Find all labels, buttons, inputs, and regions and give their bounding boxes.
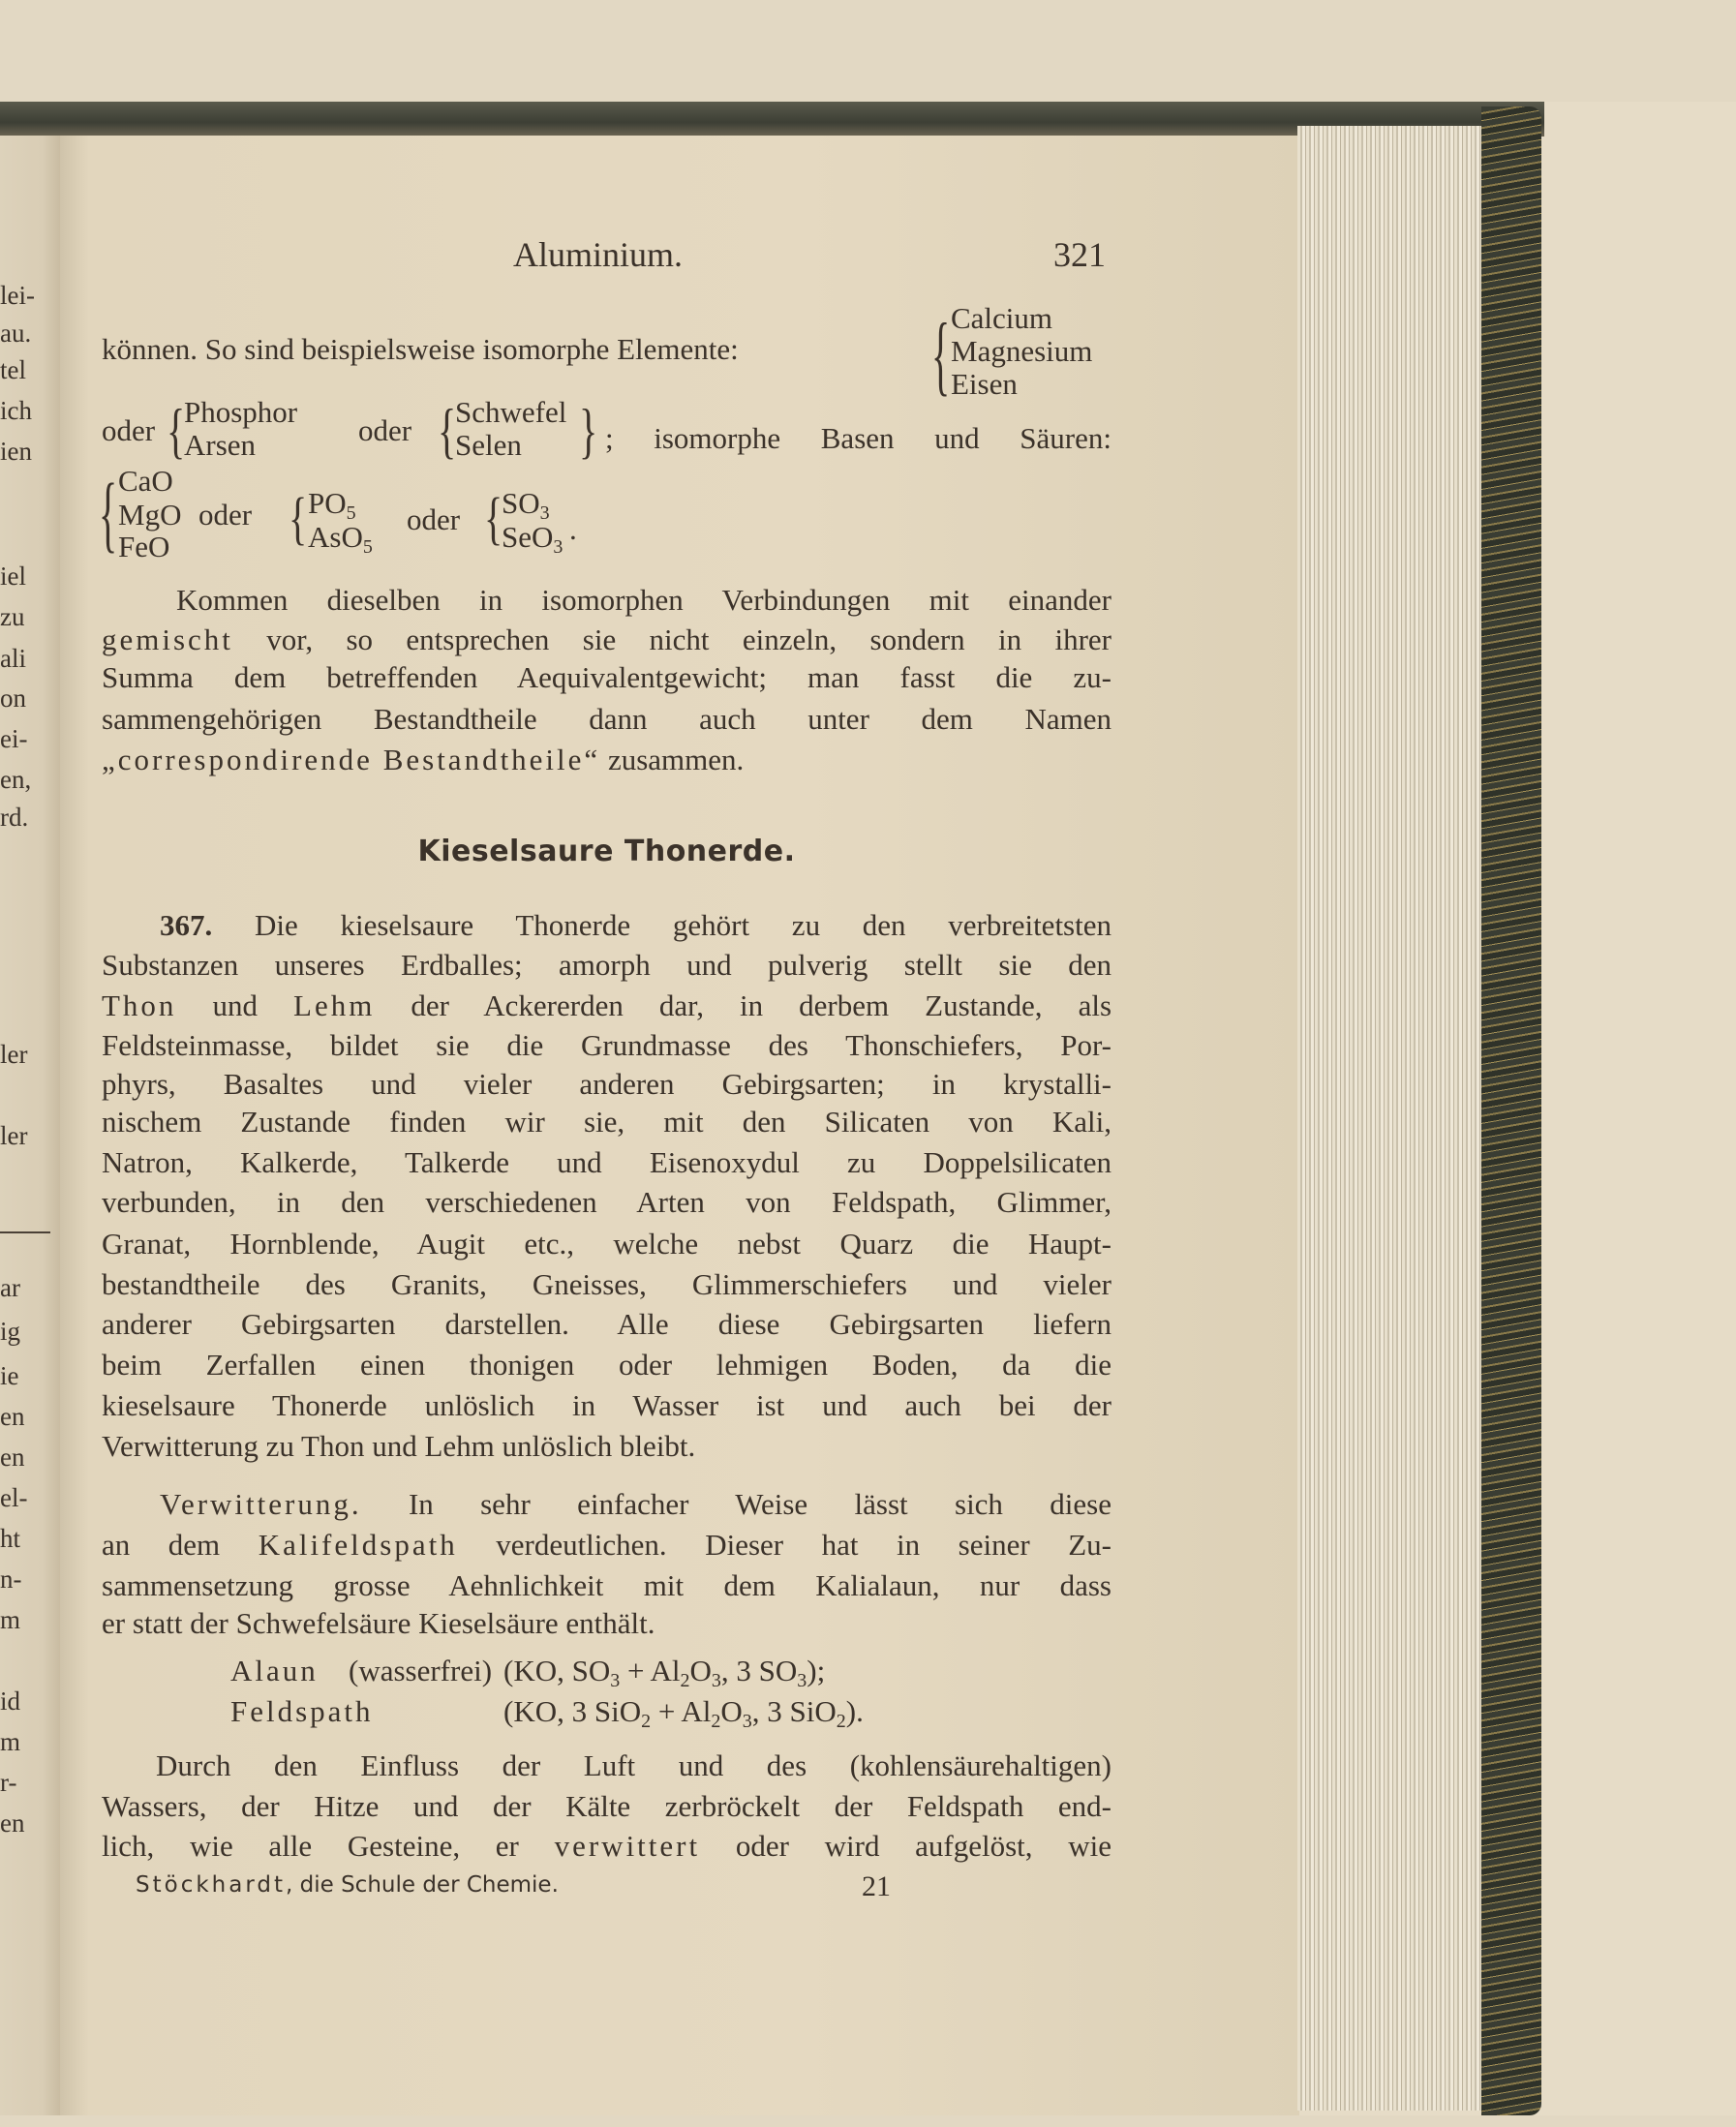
formula-feldspath	[503, 1695, 864, 1738]
text-line	[102, 1102, 1112, 1142]
intro-line-2-rest: ; isomorphe Basen und Säuren:	[605, 421, 1112, 455]
text-run: Durch den Einfluss der Luft und des (kohlensäurehaltigen)	[156, 1748, 1112, 1782]
formula-text: PO	[308, 486, 347, 520]
left-page-fragment: en	[0, 1443, 25, 1472]
text-line	[102, 1224, 1112, 1264]
left-page-fragment: tel	[0, 355, 26, 384]
text-run: phyrs, Basaltes und vieler anderen Gebirgsarten; in krystalli-	[102, 1067, 1112, 1101]
text-run: Feldsteinmasse, bildet sie die Grundmasse des Thonschiefers, Por-	[102, 1028, 1112, 1062]
text-line	[102, 1826, 1112, 1867]
period: .	[569, 512, 577, 546]
left-page-fragment: en	[0, 1402, 25, 1431]
left-page-fragment: ali	[0, 644, 26, 673]
formula-alaun	[503, 1655, 825, 1697]
acid-item	[502, 521, 563, 563]
element-item: Arsen	[184, 428, 257, 462]
left-page-fragment: ler	[0, 1121, 28, 1150]
text-run: oder wird aufgelöst, wie	[700, 1829, 1112, 1863]
text-line	[156, 1746, 1112, 1786]
intro-line-1: können. So sind beispielsweise isomorphe Elemente:	[102, 332, 739, 366]
left-page-fragment: on	[0, 684, 26, 713]
subscript: 3	[539, 502, 550, 524]
subscript: 2	[711, 1711, 721, 1732]
text-line	[102, 1264, 1112, 1305]
text-run: Kommen dieselben in isomorphen Verbindungen mit einander	[176, 583, 1112, 617]
left-page-fragment: iel	[0, 562, 26, 591]
left-page-fragment: ht	[0, 1524, 21, 1553]
left-page-fragment: m	[0, 1727, 21, 1756]
running-title: Aluminium.	[513, 235, 684, 274]
element-item: Eisen	[951, 367, 1018, 401]
text-run: , die Schule der Chemie.	[286, 1872, 559, 1898]
text-run: bestandtheile des Granits, Gneisses, Glimmerschiefers und vieler	[102, 1267, 1112, 1301]
formula-text: (KO, 3 SiO	[503, 1694, 642, 1728]
base-item: FeO	[118, 530, 170, 563]
subscript: 5	[346, 502, 356, 524]
left-page-fragment: ig	[0, 1317, 21, 1346]
subscript: 3	[797, 1670, 807, 1691]
text-run: Natron, Kalkerde, Talkerde und Eisenoxydul zu Doppelsilicaten	[102, 1145, 1112, 1179]
book-cover-edge	[1481, 106, 1541, 2115]
brace-icon: {	[167, 395, 186, 466]
formula-text: SO	[502, 486, 540, 520]
subscript: 2	[836, 1711, 846, 1732]
left-page-fragment: au.	[0, 319, 32, 348]
element-item: Schwefel	[455, 395, 567, 429]
left-page-rule	[0, 1231, 50, 1233]
text-run: nischem Zustande finden wir sie, mit den Silicaten von Kali,	[102, 1105, 1112, 1139]
text-line	[102, 1525, 1112, 1565]
spaced-emphasis: „correspondirende Bestandtheile“	[102, 743, 601, 776]
left-page-fragment: ei-	[0, 724, 28, 753]
text-line	[102, 945, 1112, 986]
left-page-fragment: zu	[0, 602, 25, 631]
text-run: Wassers, der Hitze und der Kälte zerbröckelt der Feldspath end-	[102, 1789, 1112, 1823]
text-run: verbunden, in den verschiedenen Arten von Feldspath, Glimmer,	[102, 1185, 1112, 1219]
text-line	[102, 620, 1112, 660]
text-line	[102, 1182, 1112, 1223]
oder-word: oder	[358, 413, 412, 447]
closing-brace-icon: }	[579, 395, 598, 466]
text-line	[102, 1142, 1112, 1183]
base-item: CaO	[118, 464, 173, 498]
text-run: kieselsaure Thonerde unlöslich in Wasser ist und auch bei der	[102, 1388, 1112, 1422]
text-run: verdeutlichen. Dieser hat in seiner Zu-	[457, 1528, 1112, 1562]
text-line	[102, 1426, 1112, 1467]
scan-background-bottom	[0, 2115, 1736, 2127]
text-line	[160, 905, 1112, 946]
text-run: sammensetzung grosse Aehnlichkeit mit dem Kalialaun, nur dass	[102, 1568, 1112, 1602]
subscript: 3	[610, 1670, 621, 1691]
left-page-fragment: ler	[0, 1040, 28, 1069]
formula-label: Feldspath	[230, 1694, 374, 1728]
text-line	[102, 1603, 1112, 1644]
signature-mark: 21	[862, 1870, 891, 1902]
spaced-emphasis: Stöckhardt	[136, 1872, 286, 1898]
oder-word: oder	[407, 502, 461, 536]
text-line	[160, 1484, 1112, 1525]
page-fore-edge	[1297, 126, 1483, 2111]
subscript: 3	[553, 536, 563, 558]
formula-text: (KO, SO	[503, 1654, 611, 1687]
text-run: Granat, Hornblende, Augit etc., welche nebst Quarz die Haupt-	[102, 1227, 1112, 1261]
text-line	[102, 1385, 1112, 1426]
formula-text: SeO	[502, 520, 554, 554]
left-page-fragment: rd.	[0, 803, 29, 832]
left-page-fragment: el-	[0, 1483, 28, 1512]
text-run: In sehr einfacher Weise lässt sich diese	[361, 1487, 1112, 1521]
text-run: an dem	[102, 1528, 259, 1562]
text-line	[102, 1786, 1112, 1827]
spaced-emphasis: Kalifeldspath	[258, 1528, 458, 1562]
left-page-fragment: n-	[0, 1565, 22, 1594]
subscript: 2	[680, 1670, 690, 1691]
text-line	[102, 1345, 1112, 1385]
formula-text: + Al	[620, 1654, 681, 1687]
formula-text: O	[720, 1694, 743, 1728]
left-page-fragment: r-	[0, 1768, 17, 1797]
brace-icon: {	[99, 465, 118, 562]
element-item: Phosphor	[184, 395, 298, 429]
oder-word: oder	[198, 498, 253, 532]
formula-text: , 3 SiO	[751, 1694, 837, 1728]
text-run: vor, so entsprechen sie nicht einzeln, sondern in ihrer	[232, 623, 1112, 656]
spaced-emphasis: verwittert	[554, 1829, 701, 1863]
brace-icon: {	[438, 395, 457, 466]
left-page-fragment: en,	[0, 765, 32, 794]
element-item: Magnesium	[951, 334, 1093, 368]
brace-icon: {	[289, 485, 308, 551]
section-number: 367.	[160, 908, 213, 942]
text-run: Summa dem betreffenden Aequivalentgewicht; man fasst die zu-	[102, 660, 1112, 694]
brace-icon: {	[931, 304, 951, 405]
text-line	[102, 740, 1112, 780]
oder-word: oder	[102, 413, 156, 447]
formula-label: Alaun	[230, 1654, 319, 1687]
section-heading: Kieselsaure Thonerde.	[417, 835, 796, 868]
text-line	[102, 1064, 1112, 1105]
subscript: 5	[362, 536, 373, 558]
left-page-fragment: lei-	[0, 281, 35, 310]
left-page-fragment: en	[0, 1808, 25, 1838]
element-item: Selen	[455, 428, 522, 462]
spaced-emphasis: Thon	[102, 988, 177, 1022]
formula-text: + Al	[651, 1694, 712, 1728]
text-line	[102, 1565, 1112, 1606]
left-page-fragment: ien	[0, 437, 32, 466]
text-run: er statt der Schwefelsäure Kieselsäure enthält.	[102, 1606, 655, 1640]
text-line	[102, 1025, 1112, 1066]
left-page-fragment: ar	[0, 1273, 20, 1302]
text-line	[176, 580, 1112, 621]
footer-imprint	[136, 1869, 559, 1901]
left-page-fragment: id	[0, 1686, 21, 1716]
page-number: 321	[1053, 235, 1106, 274]
text-run: zusammen.	[600, 743, 745, 776]
text-line	[102, 699, 1112, 740]
left-page-fragment: ich	[0, 396, 32, 425]
spaced-emphasis: Verwitterung.	[160, 1487, 362, 1521]
text-run: Die kieselsaure Thonerde gehört zu den verbreitetsten	[212, 908, 1112, 942]
formula-text: ).	[845, 1694, 864, 1728]
text-run: und	[176, 988, 294, 1022]
formula-text: AsO	[308, 520, 363, 554]
brace-icon: {	[484, 485, 503, 551]
formula-text: O	[689, 1654, 712, 1687]
text-run: der Ackererden dar, in derbem Zustande, als	[375, 988, 1112, 1022]
spaced-emphasis: Lehm	[293, 988, 376, 1022]
subscript: 3	[711, 1670, 721, 1691]
element-item: Calcium	[951, 301, 1053, 335]
text-run: sammengehörigen Bestandtheile dann auch unter dem Namen	[102, 702, 1112, 736]
text-line	[102, 1304, 1112, 1345]
acid-item	[308, 521, 373, 563]
left-page-fragment: m	[0, 1605, 21, 1634]
spaced-emphasis: gemischt	[102, 623, 233, 656]
scan-background	[0, 0, 1736, 102]
formula-note: (wasserfrei)	[349, 1654, 493, 1687]
text-line	[102, 657, 1112, 698]
text-run: Substanzen unseres Erdballes; amorph und pulverig stellt sie den	[102, 948, 1112, 982]
left-page-fragment: ie	[0, 1361, 19, 1390]
text-line	[102, 986, 1112, 1026]
text-run: lich, wie alle Gesteine, er	[102, 1829, 555, 1863]
subscript: 2	[641, 1711, 652, 1732]
text-run: beim Zerfallen einen thonigen oder lehmigen Boden, da die	[102, 1348, 1112, 1382]
subscript: 3	[742, 1711, 752, 1732]
formula-text: , 3 SO	[720, 1654, 798, 1687]
formula-text: );	[807, 1654, 826, 1687]
text-run: anderer Gebirgsarten darstellen. Alle diese Gebirgsarten liefern	[102, 1307, 1112, 1341]
base-item: MgO	[118, 498, 182, 532]
text-run: Verwitterung zu Thon und Lehm unlöslich bleibt.	[102, 1429, 696, 1463]
